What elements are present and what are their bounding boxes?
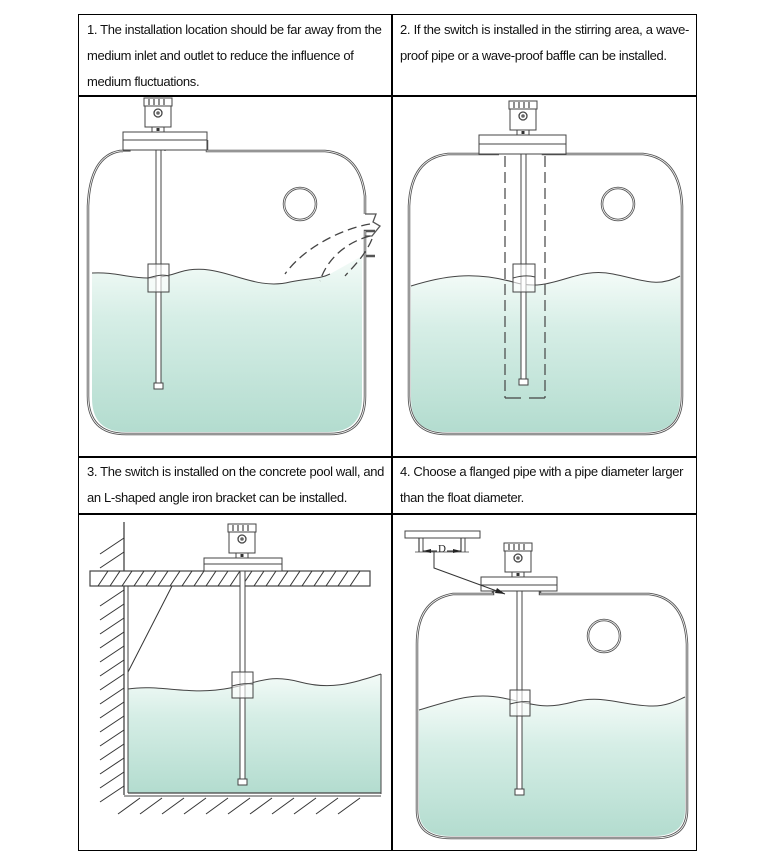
figure-1-tank-inlet: [80, 96, 390, 454]
instruction-4-text: 4. Choose a flanged pipe with a pipe diameter larger than the float diameter.: [400, 464, 684, 505]
instruction-3-text: 3. The switch is installed on the concrete pool wall, and an L-shaped angle iron bracket can be installed.: [87, 464, 385, 505]
row-divider: [79, 456, 696, 458]
instruction-2-text: 2. If the switch is installed in the stirring area, a wave-proof pipe or a wave-proof baffle can be installed.: [400, 22, 689, 63]
dimension-label: D: [438, 543, 446, 555]
instruction-1-text: 1. The installation location should be far away from the medium inlet and outlet to reduce the influence of medium fluctuations.: [87, 22, 382, 89]
figure-3-concrete-pool: [80, 514, 390, 850]
figure-4-flanged-pipe: [393, 514, 695, 850]
figure-2-wave-proof-pipe: [393, 96, 695, 454]
